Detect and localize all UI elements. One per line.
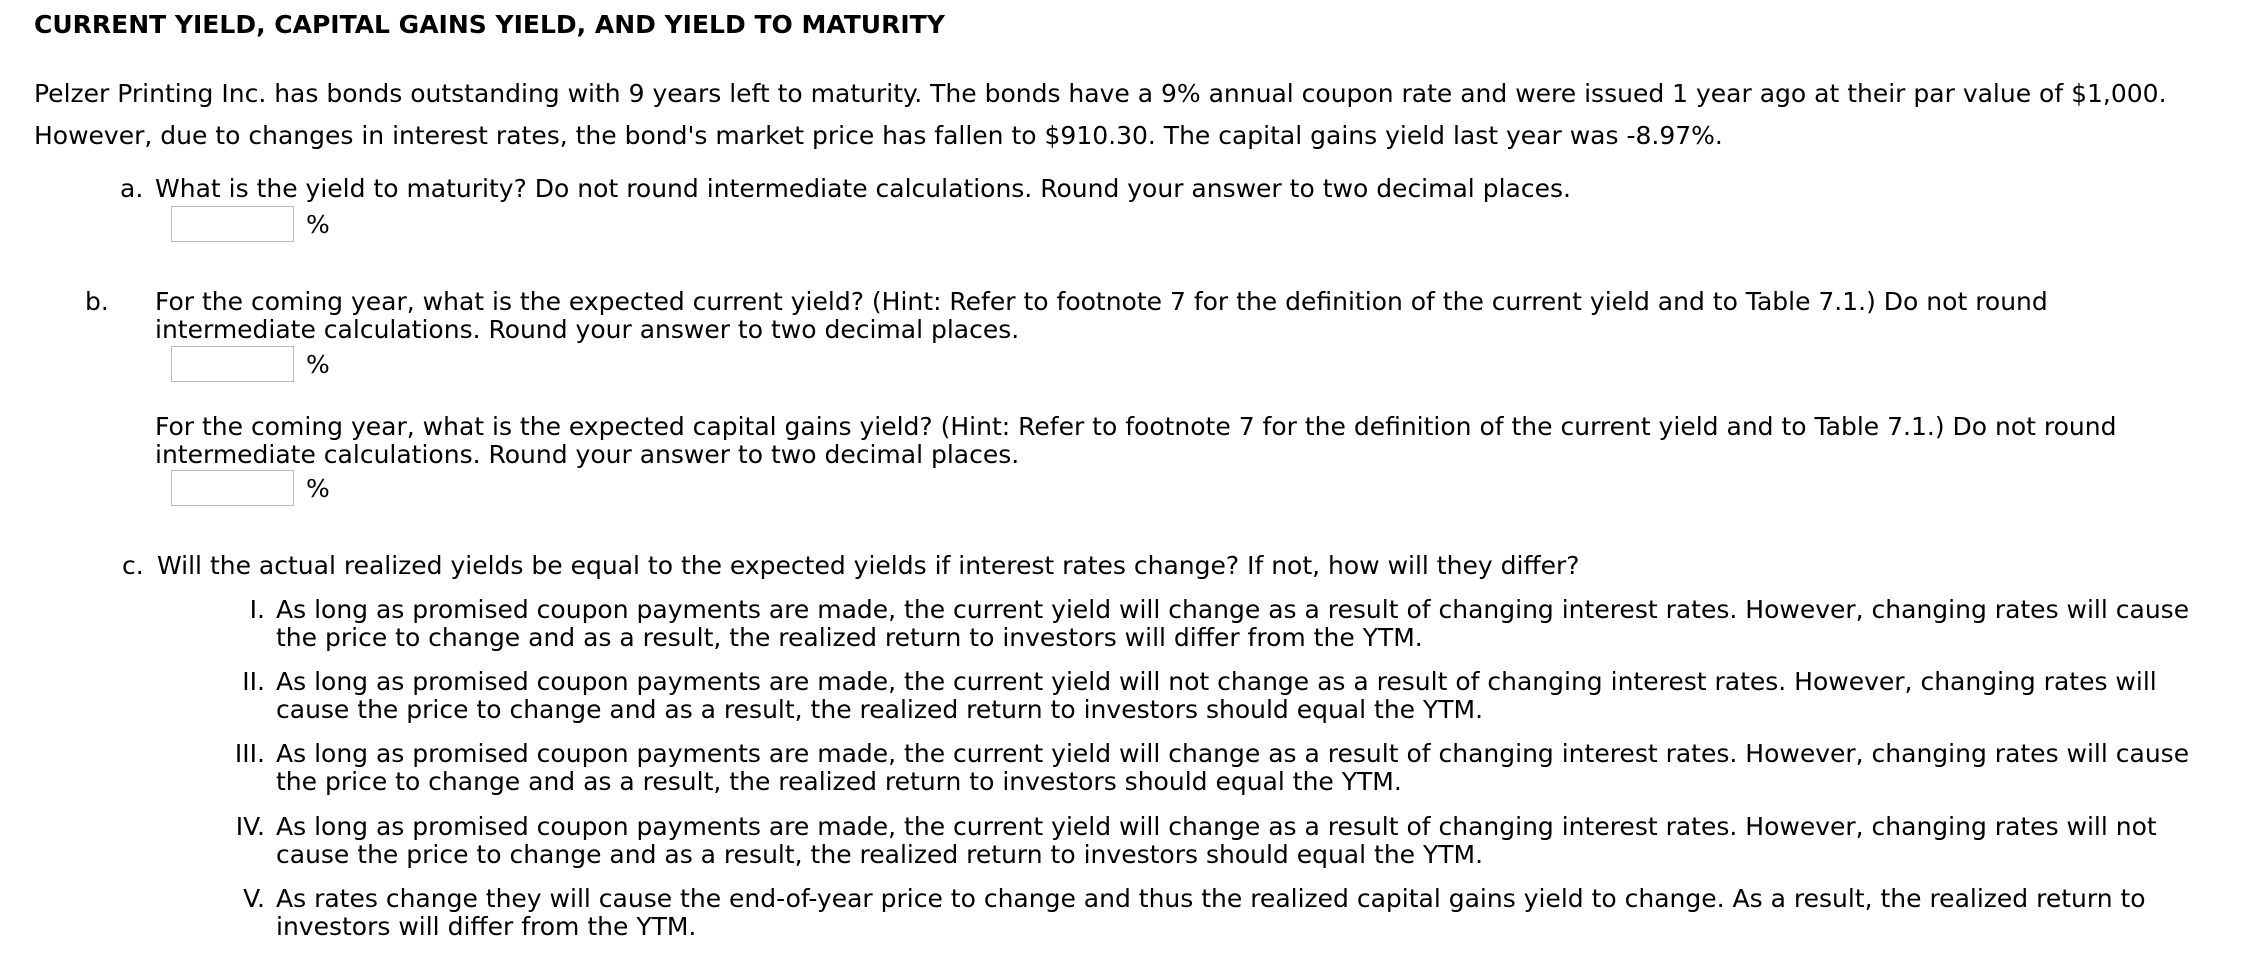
answer-a-row [171, 206, 330, 242]
question-b [85, 287, 2200, 344]
option-number: I. [249, 595, 265, 624]
question-b-text: For the coming year, what is the expected current yield? (Hint: Refer to footnote 7 for the definition of the current yield and to Table 7.1.) Do not round intermediate calculations. Round your answer to two decimal places. [155, 287, 2048, 344]
option-number: IV. [235, 812, 265, 841]
answer-b-row [171, 346, 330, 382]
question-b-label: b. [85, 287, 109, 316]
option-text: As long as promised coupon payments are made, the current yield will change as a result of changing interest rates. However, changing rates will cause the price to change and as a result, the realized return to investors should equal the YTM. [276, 739, 2190, 796]
question-c-text: Will the actual realized yields be equal to the expected yields if interest rates change? If not, how will they differ? [157, 551, 1580, 580]
percent-unit-a: % [306, 209, 330, 239]
question-a [120, 175, 1571, 203]
option-text: As rates change they will cause the end-of-year price to change and thus the realized capital gains yield to change. As a result, the realized return to investors will differ from the YTM. [276, 884, 2146, 941]
question-c-label: c. [122, 551, 144, 580]
question-b2-text: For the coming year, what is the expected capital gains yield? (Hint: Refer to footnote 7 for the definition of the current yield and to Table 7.1.) Do not round intermediate calculations. Round your answer to two decimal places. [155, 412, 2117, 469]
capital-gains-yield-answer-input[interactable] [171, 470, 294, 506]
problem-intro: Pelzer Printing Inc. has bonds outstanding with 9 years left to maturity. The bonds have a 9% annual coupon rate and were issued 1 year ago at their par value of $1,000. However, due to changes in interest rates, the bond's market price has fallen to $910.30. The capital gains yield last year was -8.97%. [34, 79, 2167, 150]
option-number: III. [234, 739, 265, 768]
ytm-answer-input[interactable] [171, 206, 294, 242]
option-number: V. [243, 884, 265, 913]
percent-unit-b2: % [306, 473, 330, 503]
option-text: As long as promised coupon payments are made, the current yield will not change as a result of changing interest rates. However, changing rates will cause the price to change and as a result, the realized return to investors should equal the YTM. [276, 667, 2157, 724]
question-b-wrap [85, 287, 2200, 344]
answer-b2-row [171, 470, 330, 506]
question-b2 [155, 413, 2205, 469]
page-title: CURRENT YIELD, CAPITAL GAINS YIELD, AND YIELD TO MATURITY [34, 10, 945, 39]
question-a-label: a. [120, 174, 144, 203]
current-yield-answer-input[interactable] [171, 346, 294, 382]
question-c [122, 552, 1580, 580]
option-text: As long as promised coupon payments are made, the current yield will change as a result of changing interest rates. However, changing rates will not cause the price to change and as a result, the realized return to investors should equal the YTM. [276, 812, 2157, 869]
option-number: II. [242, 667, 265, 696]
question-a-text: What is the yield to maturity? Do not round intermediate calculations. Round your answer to two decimal places. [155, 174, 1571, 203]
percent-unit-b: % [306, 349, 330, 379]
option-text: As long as promised coupon payments are made, the current yield will change as a result of changing interest rates. However, changing rates will cause the price to change and as a result, the realized return to investors will differ from the YTM. [276, 595, 2190, 652]
